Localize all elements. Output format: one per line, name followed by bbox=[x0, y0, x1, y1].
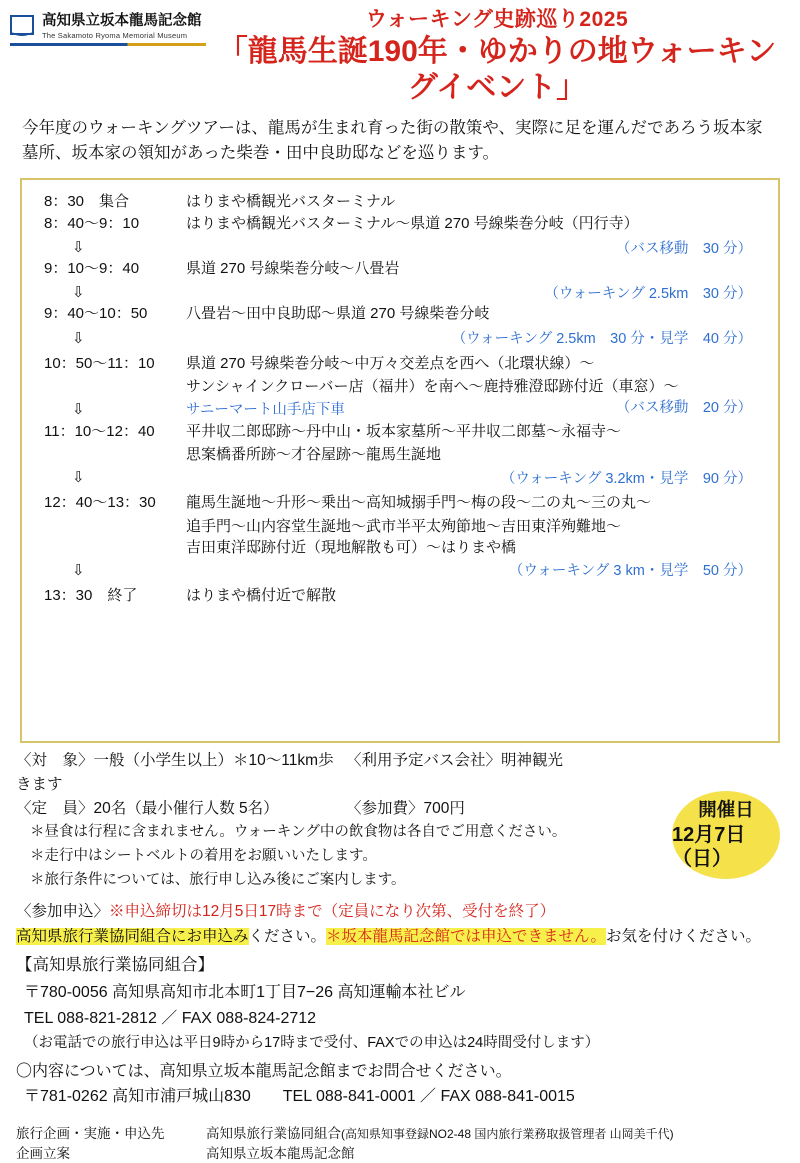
itinerary-note: （ウォーキング 3 km・見学 50 分） bbox=[508, 563, 752, 580]
museum-contact-block bbox=[16, 1059, 784, 1110]
application-heading-row bbox=[16, 900, 784, 925]
condition-note: ＊旅行条件については、旅行申し込み後にご案内します。 bbox=[30, 871, 406, 888]
itinerary-transition bbox=[32, 466, 768, 488]
logo-divider bbox=[10, 43, 206, 46]
itinerary-desc: 吉田東洋邸跡付近（現地解散も可）〜はりまや橋 bbox=[186, 538, 517, 556]
itinerary-desc: 県道 270 号線柴巻分岐〜八畳岩 bbox=[186, 260, 400, 278]
itinerary-time: 8：30 集合 bbox=[44, 192, 130, 210]
itinerary-time: 13：30 終了 bbox=[44, 586, 138, 604]
application-where-rest: ください。 bbox=[248, 928, 327, 946]
itinerary-time: 12：40〜13：30 bbox=[44, 494, 156, 512]
event-subtitle: ウォーキング史跡巡り2025 bbox=[365, 8, 629, 31]
itinerary-transition bbox=[32, 327, 768, 349]
itinerary-desc: サニーマート山手店下車 bbox=[186, 402, 345, 419]
organizer-address-block bbox=[16, 980, 784, 1054]
itinerary-time: 10：50〜11：10 bbox=[44, 354, 155, 372]
down-arrow-icon: ⇩ bbox=[72, 561, 85, 579]
itinerary-desc: 思案橋番所跡〜才谷屋跡〜龍馬生誕地 bbox=[186, 446, 442, 464]
application-block bbox=[16, 900, 784, 978]
itinerary-row bbox=[32, 422, 768, 442]
application-deadline: ※申込締切は12月5日17時まで（定員になり次第、受付を終了） bbox=[109, 903, 556, 921]
itinerary-desc: 龍馬生誕地〜升形〜乗出〜高知城搦手門〜梅の段〜二の丸〜三の丸〜 bbox=[186, 494, 652, 512]
badge-date: 12月7日（日） bbox=[672, 824, 746, 871]
application-where-row bbox=[16, 925, 784, 950]
itinerary-desc: 追手門〜山内容堂生誕地〜武市半平太殉節地〜吉田東洋殉難地〜 bbox=[186, 517, 622, 535]
itinerary-row bbox=[32, 586, 768, 606]
itinerary-note: （ウォーキング 3.2km・見学 90 分） bbox=[500, 470, 752, 487]
itinerary-desc: サンシャインクローバー店（福井）を南へ〜鹿持雅澄邸跡付近（車窓）〜 bbox=[186, 377, 679, 395]
down-arrow-icon: ⇩ bbox=[72, 329, 85, 347]
organizer-title: 【高知県旅行業協同組合】 bbox=[16, 956, 214, 975]
down-arrow-icon: ⇩ bbox=[72, 284, 85, 302]
itinerary-time: 9：40〜10：50 bbox=[44, 305, 148, 323]
itinerary-box bbox=[20, 178, 780, 743]
footer-label-2: 企画立案 bbox=[16, 1145, 70, 1161]
museum-logo bbox=[10, 8, 210, 46]
itinerary-desc: 平井収二郎邸跡〜丹中山・坂本家墓所〜平井収二郎墓〜永福寺〜 bbox=[186, 423, 622, 441]
event-date-badge bbox=[672, 791, 780, 879]
itinerary-row bbox=[32, 354, 768, 374]
title-block bbox=[210, 8, 790, 106]
footer-org-1: 高知県旅行業協同組合 bbox=[206, 1126, 341, 1141]
itinerary-transition bbox=[32, 236, 768, 258]
badge-label: 開催日 bbox=[698, 798, 754, 820]
itinerary-time: 11：10〜12：40 bbox=[44, 423, 155, 441]
application-warning: ＊坂本龍馬記念館では申込できません。 bbox=[326, 928, 606, 946]
target-audience: 〈対 象〉一般（小学生以上）＊10〜11km歩きます bbox=[16, 751, 334, 793]
application-warning-rest: お気を付けください。 bbox=[605, 928, 761, 946]
itinerary-desc: 県道 270 号線柴巻分岐〜中万々交差点を西へ（北環状線）〜 bbox=[186, 354, 595, 372]
condition-note: ＊昼食は行程に含まれません。ウォーキング中の飲食物は各自でご用意ください。 bbox=[30, 823, 567, 840]
itinerary-note: （ウォーキング 2.5km 30 分・見学 40 分） bbox=[451, 331, 752, 348]
itinerary-note: （バス移動 20 分） bbox=[615, 399, 752, 416]
itinerary-transition bbox=[32, 559, 768, 581]
footer-values bbox=[206, 1124, 784, 1163]
itinerary-transition bbox=[32, 281, 768, 303]
application-where: 高知県旅行業協同組合にお申込み bbox=[16, 928, 249, 946]
itinerary-row bbox=[32, 493, 768, 513]
capacity: 〈定 員〉20名（最小催行人数 5名） bbox=[16, 799, 279, 817]
itinerary-row bbox=[32, 259, 768, 279]
footer-org-2: 高知県立坂本龍馬記念館 bbox=[206, 1145, 355, 1161]
condition-note: ＊走行中はシートベルトの着用をお願いいたします。 bbox=[30, 847, 377, 864]
footer-org-1-detail: (高知県知事登録NO2-48 国内旅行業務取扱管理者 山岡美千代) bbox=[341, 1127, 674, 1141]
down-arrow-icon: ⇩ bbox=[72, 239, 85, 257]
itinerary-continuation bbox=[32, 537, 768, 558]
itinerary-note: （ウォーキング 2.5km 30 分） bbox=[544, 285, 752, 302]
museum-name-en: The Sakamoto Ryoma Memorial Museum bbox=[42, 31, 188, 40]
page-header bbox=[0, 0, 800, 106]
itinerary-continuation bbox=[32, 516, 768, 537]
itinerary-continuation bbox=[32, 444, 768, 465]
museum-name-jp: 高知県立坂本龍馬記念館 bbox=[42, 13, 202, 29]
event-title: 「龍馬生誕190年・ゆかりの地ウォーキングイベント」 bbox=[217, 35, 777, 105]
itinerary-time: 9：10〜9：40 bbox=[44, 260, 140, 278]
page-footer bbox=[16, 1124, 784, 1163]
fee: 〈参加費〉700円 bbox=[346, 799, 465, 817]
down-arrow-icon: ⇩ bbox=[72, 400, 85, 418]
itinerary-desc: 八畳岩〜田中良助邸〜県道 270 号線柴巻分岐 bbox=[186, 305, 490, 323]
conditions-block bbox=[16, 749, 784, 893]
itinerary-row bbox=[32, 304, 768, 324]
itinerary-row bbox=[32, 192, 768, 212]
museum-logo-icon bbox=[10, 13, 36, 39]
bus-company: 〈利用予定バス会社〉明神観光 bbox=[346, 751, 564, 769]
museum-contact-address: 〒781-0262 高知市浦戸城山830 TEL 088-841-0001 ／ FAX 088-841-0015 bbox=[24, 1088, 575, 1106]
footer-label-1: 旅行企画・実施・申込先 bbox=[16, 1126, 165, 1141]
itinerary-note: （バス移動 30 分） bbox=[615, 240, 752, 257]
itinerary-time: 8：40〜9：10 bbox=[44, 214, 140, 232]
itinerary-continuation bbox=[32, 376, 768, 397]
organizer-address: 〒780-0056 高知県高知市北本町1丁目7−26 高知運輸本社ビル bbox=[24, 984, 466, 1002]
museum-contact-line: 〇内容については、高知県立坂本龍馬記念館までお問合せください。 bbox=[16, 1062, 512, 1080]
itinerary-desc: はりまや橋観光バスターミナル bbox=[186, 192, 396, 210]
footer-labels bbox=[16, 1124, 206, 1163]
down-arrow-icon: ⇩ bbox=[72, 469, 85, 487]
application-heading: 〈参加申込〉 bbox=[16, 903, 110, 921]
itinerary-desc: はりまや橋観光バスターミナル〜県道 270 号線柴巻分岐（円行寺） bbox=[186, 214, 639, 232]
organizer-hours: （お電話での旅行申込は平日9時から17時まで受付、FAXでの申込は24時間受付します） bbox=[24, 1034, 600, 1051]
lead-paragraph: 今年度のウォーキングツアーは、龍馬が生まれ育った街の散策や、実際に足を運んだであろう坂本家墓所、坂本家の領知があった柴巻・田中良助邸などを巡ります。 bbox=[22, 119, 763, 162]
itinerary-row bbox=[32, 214, 768, 234]
organizer-tel-fax: TEL 088-821-2812 ／ FAX 088-824-2712 bbox=[24, 1010, 317, 1028]
itinerary-desc: はりまや橋付近で解散 bbox=[186, 586, 337, 604]
